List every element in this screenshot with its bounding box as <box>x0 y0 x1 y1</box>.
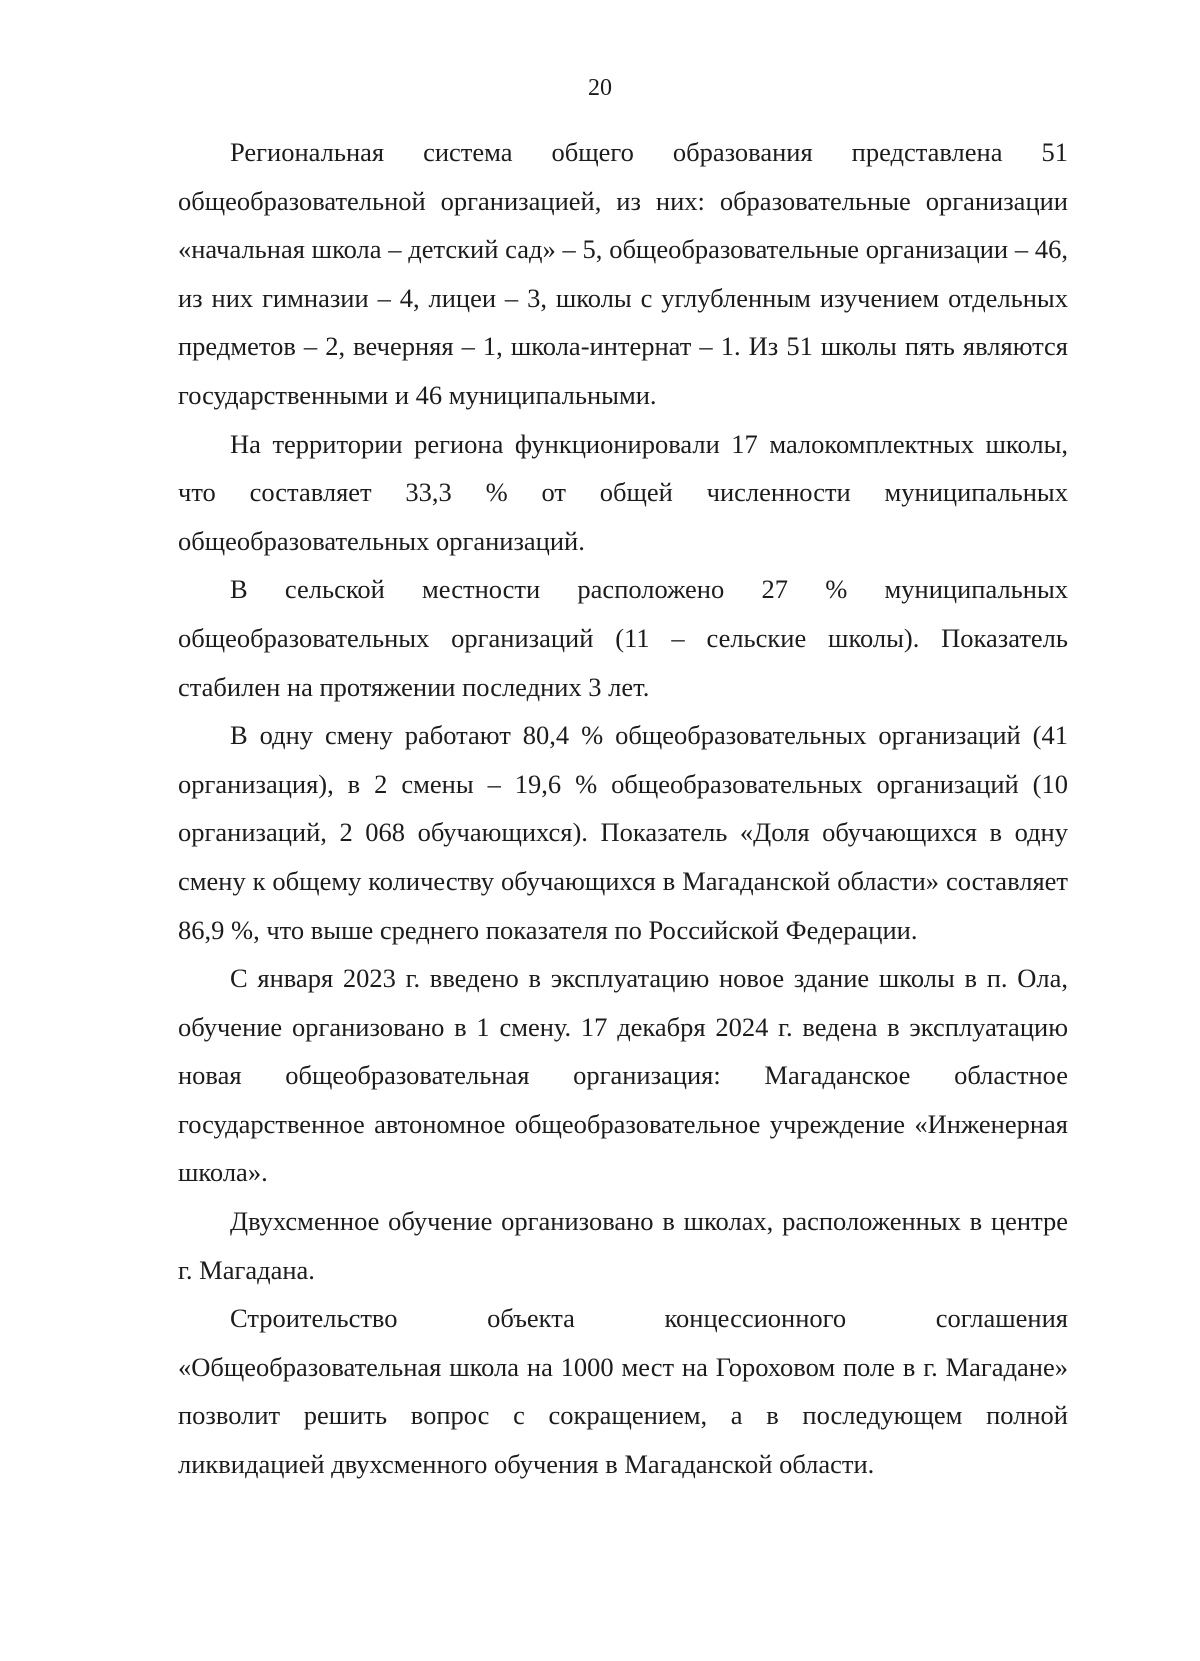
paragraph-school-system: Региональная система общего образования представлена 51 общеобразовательной организацией, из них: образовательные организации «начальная школа – детский сад» – 5, общеобразовательные организации – 46, из них гимназии – 4, лицеи – 3, школы с углубленным изучением отдельных предметов – 2, вечерняя – 1, школа-интернат – 1. Из 51 школы пять являются государственными и 46 муниципальными. <box>178 137 1068 410</box>
paragraph-rural-schools: В сельской местности расположено 27 % муниципальных общеобразовательных организаций (11 – сельские школы). Показатель стабилен на протяжении последних 3 лет. <box>178 574 1068 702</box>
paragraph-two-shift-location: Двухсменное обучение организовано в школах, расположенных в центре г. Магадана. <box>178 1206 1068 1285</box>
document-body <box>178 128 1068 1489</box>
paragraph-shifts: В одну смену работают 80,4 % общеобразовательных организаций (41 организация), в 2 смены – 19,6 % общеобразовательных организаций (10 организаций, 2 068 обучающихся). Показатель «Доля обучающихся в одну смену к общему количеству обучающихся в Магаданской области» составляет 86,9 %, что выше среднего показателя по Российской Федерации. <box>178 720 1068 945</box>
paragraph-construction: Строительство объекта концессионного соглашения «Общеобразовательная школа на 1000 мест на Гороховом поле в г. Магадане» позволит решить вопрос с сокращением, а в последующем полной ликвидацией двухсменного обучения в Магаданской области. <box>178 1303 1068 1480</box>
page-number: 20 <box>588 75 612 101</box>
paragraph-new-buildings: С января 2023 г. введено в эксплуатацию новое здание школы в п. Ола, обучение организовано в 1 смену. 17 декабря 2024 г. ведена в эксплуатацию новая общеобразовательная организация: Магаданское областное государственное автономное общеобразовательное учреждение «Инженерная школа». <box>178 963 1068 1188</box>
paragraph-small-schools: На территории региона функционировали 17 малокомплектных школы, что составляет 33,3 % от общей численности муниципальных общеобразовательных организаций. <box>178 428 1068 556</box>
